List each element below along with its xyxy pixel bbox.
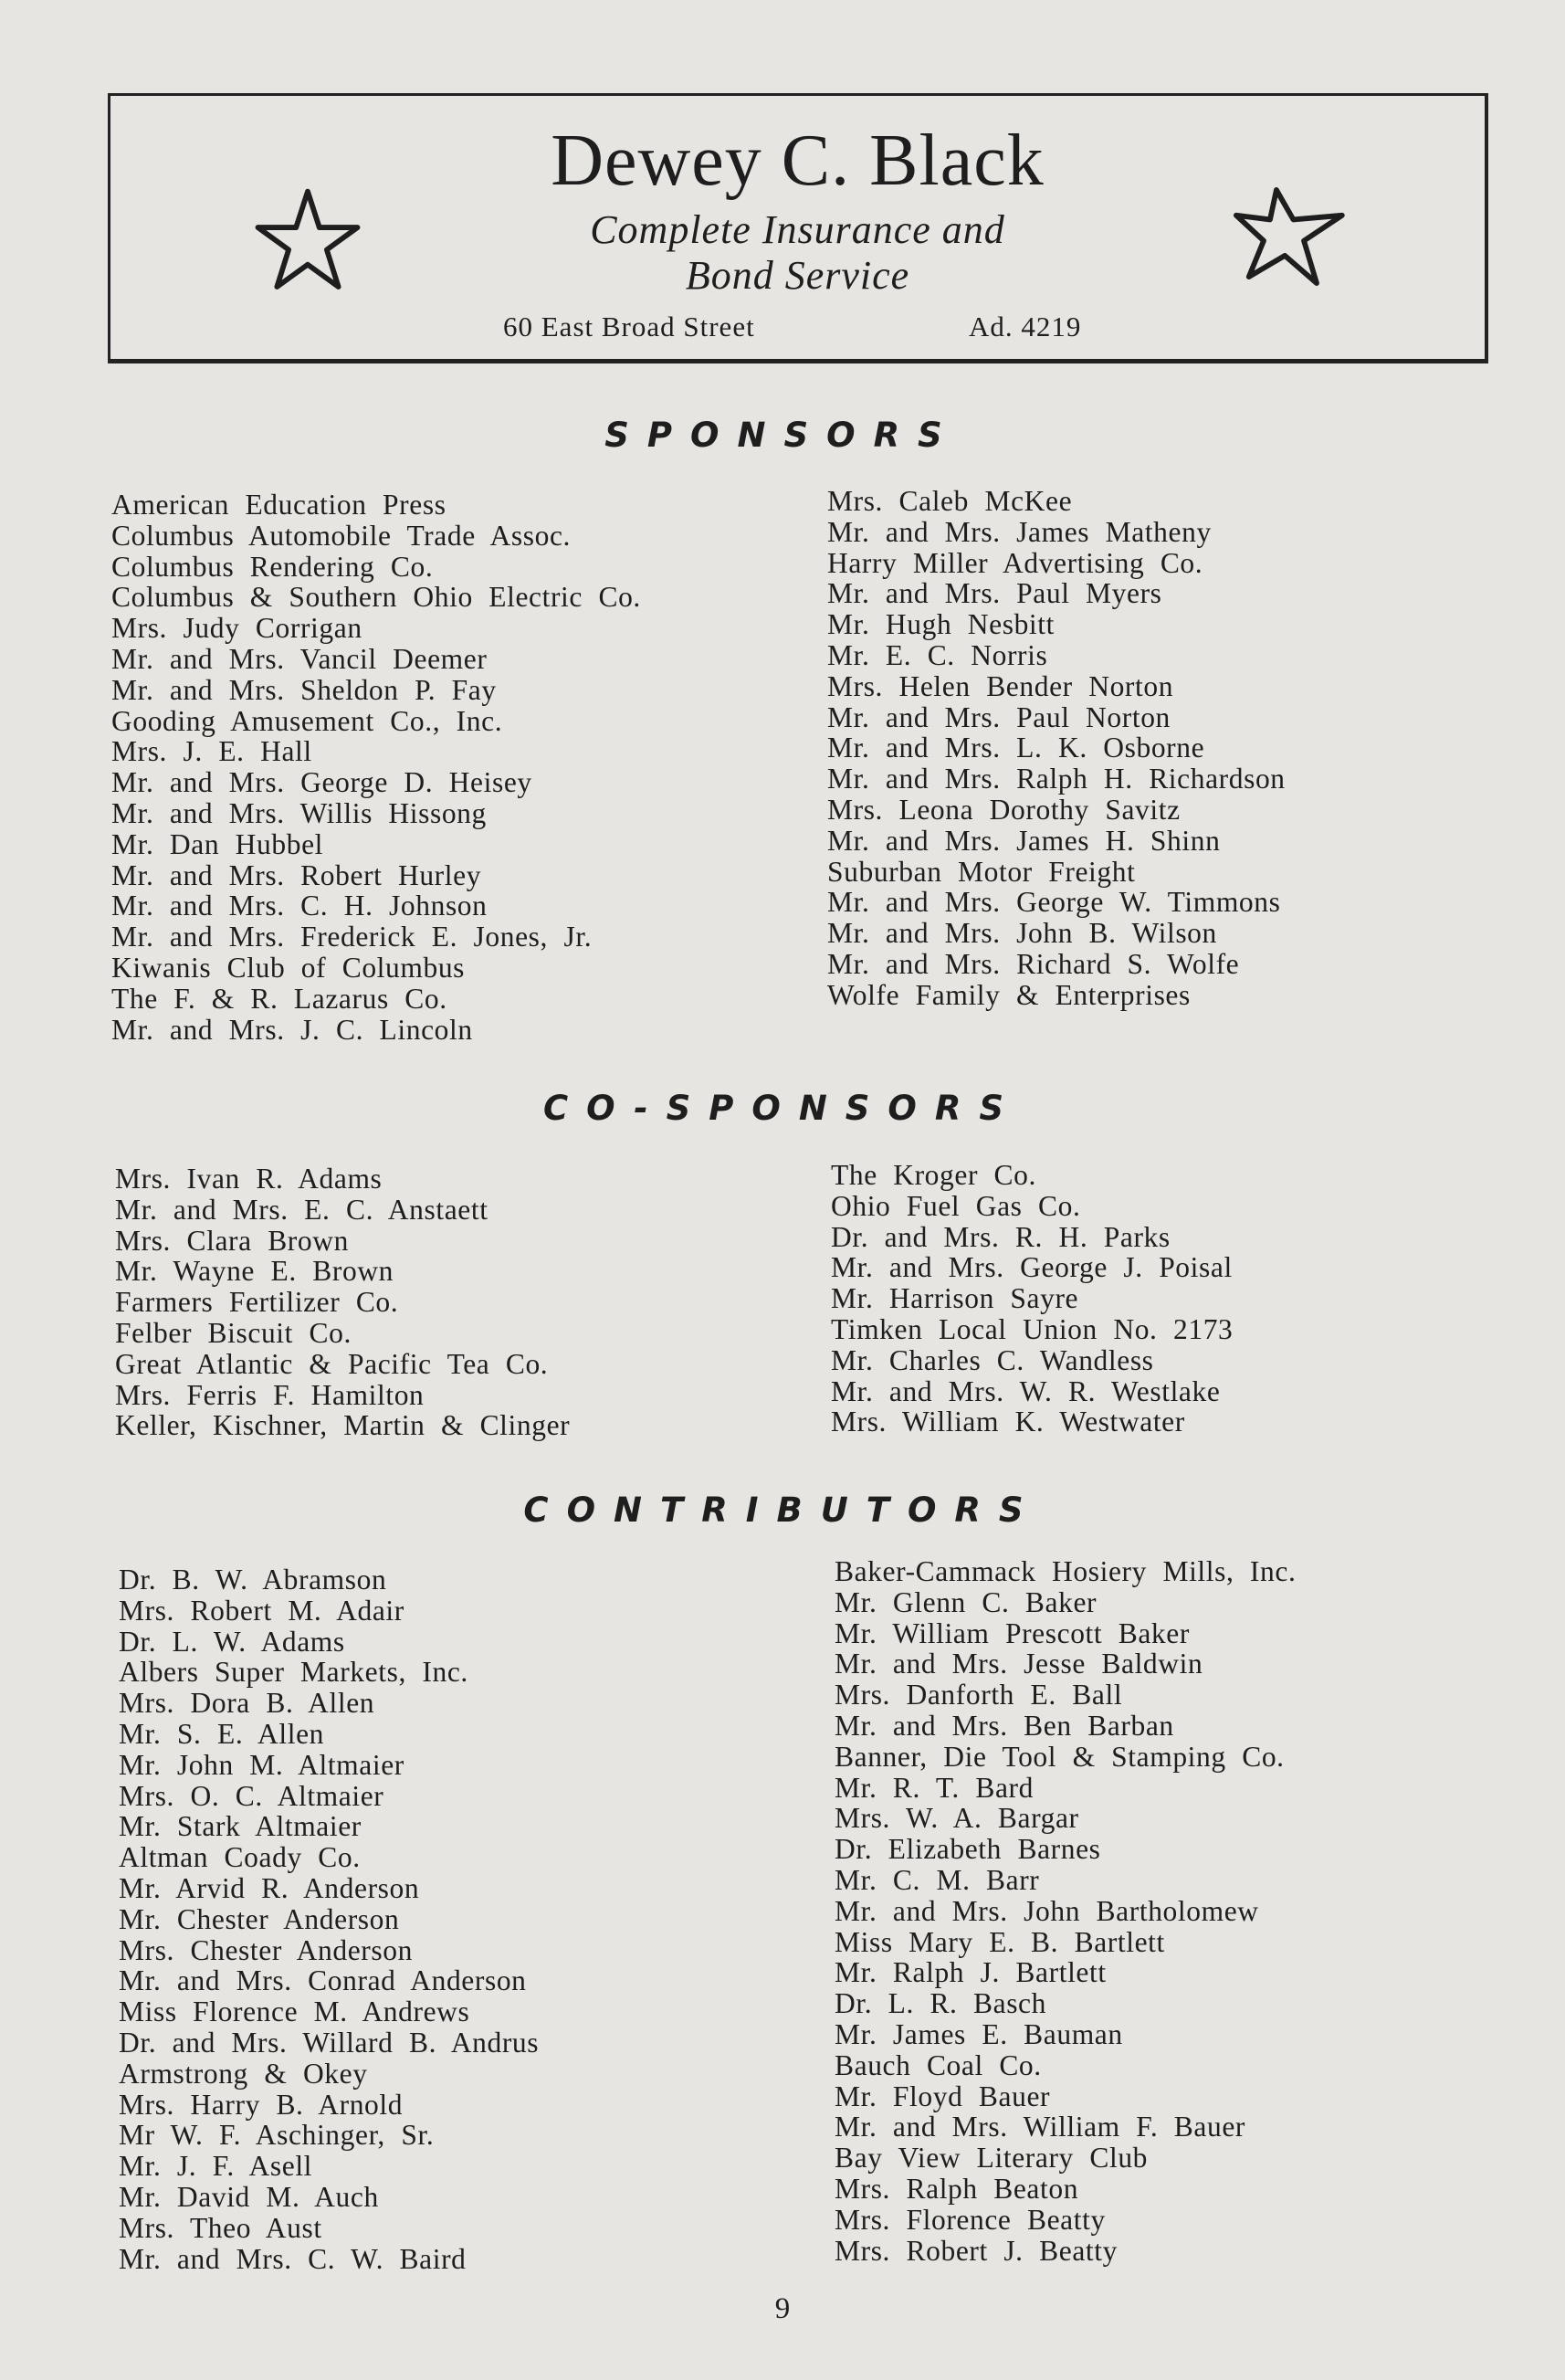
list-item: Mrs. Ferris F. Hamilton xyxy=(115,1378,425,1411)
list-item: Mrs. Theo Aust xyxy=(119,2211,322,2244)
list-item: Farmers Fertilizer Co. xyxy=(115,1286,399,1319)
list-item: Armstrong & Okey xyxy=(119,2057,368,2090)
cosponsors-heading: CO-SPONSORS xyxy=(542,1089,1023,1128)
list-item: Keller, Kischner, Martin & Clinger xyxy=(115,1409,571,1442)
list-item: Mr. C. M. Barr xyxy=(835,1863,1040,1896)
list-item: Mr. and Mrs. L. K. Osborne xyxy=(827,732,1205,764)
list-item: Albers Super Markets, Inc. xyxy=(119,1656,468,1689)
list-item: Mr. and Mrs. Richard S. Wolfe xyxy=(827,947,1240,980)
list-item: Miss Florence M. Andrews xyxy=(119,1996,470,2028)
advertisement-box xyxy=(108,93,1488,363)
contributors-right-list xyxy=(835,1556,1296,2266)
list-item: Great Atlantic & Pacific Tea Co. xyxy=(115,1347,549,1380)
list-item: Mrs. Clara Brown xyxy=(115,1224,349,1257)
list-item: Mr. and Mrs. Conrad Anderson xyxy=(119,1964,527,1997)
list-item: Mrs. J. E. Hall xyxy=(111,735,312,768)
list-item: Dr. B. W. Abramson xyxy=(119,1564,387,1595)
list-item: Mr. Chester Anderson xyxy=(119,1902,400,1935)
list-item: Timken Local Union No. 2173 xyxy=(831,1312,1234,1345)
contributors-left-list xyxy=(119,1564,539,2274)
list-item: Gooding Amusement Co., Inc. xyxy=(111,704,503,737)
list-item: Mrs. Florence Beatty xyxy=(835,2203,1106,2236)
list-item: Mrs. Dora B. Allen xyxy=(119,1687,375,1720)
advertiser-name: Dewey C. Black xyxy=(551,121,1045,201)
list-item: Mr. David M. Auch xyxy=(119,2180,379,2213)
list-item: Kiwanis Club of Columbus xyxy=(111,951,466,984)
list-item: Mr. Ralph J. Bartlett xyxy=(835,1956,1107,1989)
list-item: The F. & R. Lazarus Co. xyxy=(111,982,447,1015)
list-item: Mrs. Leona Dorothy Savitz xyxy=(827,793,1181,826)
list-item: Banner, Die Tool & Stamping Co. xyxy=(835,1740,1285,1773)
advertiser-phone: Ad. 4219 xyxy=(969,311,1082,342)
list-item: Mr. Hugh Nesbitt xyxy=(827,608,1055,641)
list-item: Altman Coady Co. xyxy=(119,1841,361,1874)
list-item: Mrs. Helen Bender Norton xyxy=(827,669,1174,702)
list-item: Mr. J. F. Asell xyxy=(119,2150,313,2183)
list-item: Mr. and Mrs. E. C. Anstaett xyxy=(115,1193,488,1226)
list-item: Mr. Arvid R. Anderson xyxy=(119,1871,420,1904)
list-item: Mr. and Mrs. Ben Barban xyxy=(835,1709,1174,1742)
list-item: Mr. and Mrs. Robert Hurley xyxy=(111,858,482,891)
list-item: Mr. and Mrs. Paul Myers xyxy=(827,577,1162,610)
advertiser-address: 60 East Broad Street xyxy=(503,311,755,342)
list-item: Mr. and Mrs. George D. Heisey xyxy=(111,766,532,799)
advertiser-tagline-line1: Complete Insurance and xyxy=(590,207,1005,252)
list-item: Baker-Cammack Hosiery Mills, Inc. xyxy=(835,1555,1297,1587)
list-item: Mr. and Mrs. Ralph H. Richardson xyxy=(827,763,1286,795)
list-item: Columbus Automobile Trade Assoc. xyxy=(111,519,571,552)
list-item: Harry Miller Advertising Co. xyxy=(827,546,1203,579)
list-item: Mrs. O. C. Altmaier xyxy=(119,1779,384,1812)
list-item: Mrs. Robert M. Adair xyxy=(119,1594,404,1627)
list-item: Mr. and Mrs. Paul Norton xyxy=(827,700,1171,733)
list-item: Mrs. Robert J. Beatty xyxy=(835,2234,1118,2267)
list-item: Mr. and Mrs. Willis Hissong xyxy=(111,796,487,829)
list-item: Mrs. Ivan R. Adams xyxy=(115,1163,383,1195)
list-item: Mr. James E. Bauman xyxy=(835,2017,1123,2050)
list-item: Mr. and Mrs. Jesse Baldwin xyxy=(835,1648,1203,1680)
list-item: Ohio Fuel Gas Co. xyxy=(831,1189,1081,1222)
list-item: Mrs. Caleb McKee xyxy=(827,485,1073,517)
list-item: Columbus & Southern Ohio Electric Co. xyxy=(111,581,641,614)
cosponsors-left-list xyxy=(115,1164,570,1441)
list-item: Mr. Floyd Bauer xyxy=(835,2080,1051,2112)
list-item: Mr. R. T. Bard xyxy=(835,1771,1034,1804)
list-item: Miss Mary E. B. Bartlett xyxy=(835,1925,1165,1958)
list-item: Mrs. Ralph Beaton xyxy=(835,2172,1079,2205)
list-item: Mr. and Mrs. James H. Shinn xyxy=(827,824,1221,857)
sponsors-heading: SPONSORS xyxy=(604,416,961,455)
list-item: Mr. Glenn C. Baker xyxy=(835,1585,1098,1618)
list-item: The Kroger Co. xyxy=(831,1159,1036,1191)
list-item: Bauch Coal Co. xyxy=(835,2048,1042,2081)
page-number: 9 xyxy=(774,2292,791,2325)
list-item: American Education Press xyxy=(111,489,446,521)
sponsors-right-list xyxy=(827,486,1286,1011)
list-item: Mr. and Mrs. John B. Wilson xyxy=(827,917,1217,950)
list-item: Bay View Literary Club xyxy=(835,2142,1149,2175)
contributors-heading: CONTRIBUTORS xyxy=(523,1490,1042,1530)
list-item: Felber Biscuit Co. xyxy=(115,1316,352,1349)
list-item: Mr. and Mrs. Frederick E. Jones, Jr. xyxy=(111,921,593,953)
cosponsors-right-list xyxy=(831,1160,1233,1437)
list-item: Mr. Dan Hubbel xyxy=(111,827,323,860)
star-icon xyxy=(1232,184,1349,290)
list-item: Mr. John M. Altmaier xyxy=(119,1748,404,1781)
list-item: Mr. and Mrs. W. R. Westlake xyxy=(831,1374,1221,1407)
list-item: Mrs. William K. Westwater xyxy=(831,1406,1185,1438)
list-item: Dr. Elizabeth Barnes xyxy=(835,1833,1101,1866)
list-item: Mrs. W. A. Bargar xyxy=(835,1802,1079,1835)
list-item: Mr W. F. Aschinger, Sr. xyxy=(119,2119,435,2152)
list-item: Mr. and Mrs. C. H. Johnson xyxy=(111,890,488,922)
list-item: Wolfe Family & Enterprises xyxy=(827,978,1191,1011)
list-item: Mr. Harrison Sayre xyxy=(831,1282,1079,1315)
list-item: Mr. Wayne E. Brown xyxy=(115,1255,394,1288)
list-item: Mrs. Danforth E. Ball xyxy=(835,1679,1123,1711)
list-item: Dr. and Mrs. R. H. Parks xyxy=(831,1220,1171,1253)
list-item: Mr. Stark Altmaier xyxy=(119,1810,362,1843)
list-item: Mr. and Mrs. William F. Bauer xyxy=(835,2111,1245,2143)
sponsors-left-list xyxy=(111,490,641,1045)
list-item: Mr. S. E. Allen xyxy=(119,1717,325,1750)
list-item: Columbus Rendering Co. xyxy=(111,550,434,583)
list-item: Suburban Motor Freight xyxy=(827,855,1136,888)
list-item: Mr. and Mrs. James Matheny xyxy=(827,515,1212,548)
list-item: Mr. and Mrs. John Bartholomew xyxy=(835,1894,1259,1927)
list-item: Mr. and Mrs. Sheldon P. Fay xyxy=(111,673,497,706)
list-item: Mr. and Mrs. Vancil Deemer xyxy=(111,642,488,675)
list-item: Mr. and Mrs. J. C. Lincoln xyxy=(111,1013,473,1046)
list-item: Mrs. Chester Anderson xyxy=(119,1933,413,1966)
list-item: Mr. Charles C. Wandless xyxy=(831,1343,1154,1376)
list-item: Mrs. Judy Corrigan xyxy=(111,612,362,645)
advertiser-tagline-line2: Bond Service xyxy=(685,253,910,298)
list-item: Dr. L. R. Basch xyxy=(835,1987,1046,2020)
list-item: Dr. and Mrs. Willard B. Andrus xyxy=(119,2026,540,2059)
list-item: Mr. E. C. Norris xyxy=(827,638,1048,671)
list-item: Mr. and Mrs. C. W. Baird xyxy=(119,2242,467,2275)
list-item: Mrs. Harry B. Arnold xyxy=(119,2088,404,2121)
list-item: Mr. and Mrs. George J. Poisal xyxy=(831,1251,1233,1284)
list-item: Mr. William Prescott Baker xyxy=(835,1617,1190,1649)
list-item: Dr. L. W. Adams xyxy=(119,1625,345,1658)
list-item: Mr. and Mrs. George W. Timmons xyxy=(827,886,1281,919)
